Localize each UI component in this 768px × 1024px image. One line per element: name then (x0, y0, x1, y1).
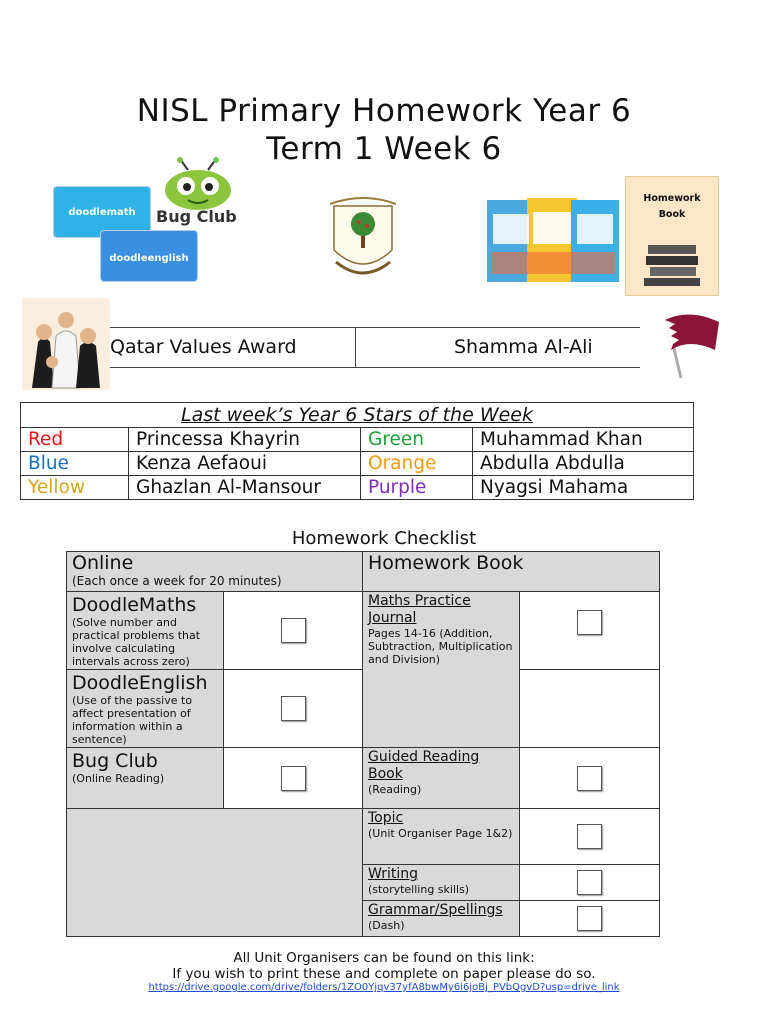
book-header-cell (363, 552, 660, 592)
star-name: Muhammad Khan (473, 428, 694, 452)
online-header: Online (72, 552, 134, 574)
online-header-cell (67, 552, 363, 592)
online-item-title: DoodleMaths (72, 594, 197, 616)
bug-club-checkbox[interactable] (281, 766, 306, 791)
online-item-desc: (Online Reading) (72, 772, 165, 785)
checkbox-cell (224, 670, 363, 748)
online-item-title: Bug Club (72, 750, 158, 772)
house-name: Purple (361, 476, 473, 500)
footer-note-print: If you wish to print these and complete on paper please do so. (172, 966, 596, 982)
title-line-1: NISL Primary Homework Year 6 (136, 93, 632, 129)
book-item-title: Grammar/Spellings (368, 902, 503, 918)
divider (355, 327, 356, 367)
book-item-title: Topic (368, 810, 404, 826)
book-item-title: Guided Reading Book (368, 749, 480, 782)
list-item (363, 748, 520, 809)
star-name: Princessa Khayrin (129, 428, 361, 452)
house-name: Blue (21, 452, 129, 476)
empty-grey-cell (67, 809, 363, 937)
qatar-flag-icon (645, 300, 731, 384)
list-item (67, 592, 224, 670)
checkbox-cell (520, 592, 660, 670)
list-item (363, 901, 520, 937)
checkbox-cell (520, 809, 660, 865)
house-name: Green (361, 428, 473, 452)
house-name: Orange (361, 452, 473, 476)
list-item (363, 592, 520, 748)
doodleenglish-logo: doodleenglish (101, 231, 197, 281)
divider (110, 327, 640, 328)
doodlemath-logo: doodlemath (54, 187, 150, 237)
book-item-title: Maths Practice Journal (368, 593, 471, 626)
grammar-spellings-checkbox[interactable] (577, 906, 602, 931)
family-illustration-icon (22, 298, 110, 390)
book-item-title: Writing (368, 866, 418, 882)
unit-organisers-link[interactable]: https://drive.google.com/drive/folders/1ZO0Yjqv37yfA8bwMy6i6joBj_PVbQgvD?usp=drive_link (148, 982, 620, 993)
checkbox-cell (520, 865, 660, 901)
checkbox-cell (224, 748, 363, 809)
qatar-values-winner: Shamma Al-Ali (454, 336, 593, 358)
stars-of-the-week-table (20, 402, 694, 500)
table-row (21, 476, 694, 500)
star-name: Ghazlan Al-Mansour (129, 476, 361, 500)
book-item-desc: Pages 14-16 (Addition, Subtraction, Multiplication and Division) (368, 627, 513, 666)
star-name: Abdulla Abdulla (473, 452, 694, 476)
checkbox-cell (520, 901, 660, 937)
homework-book-image: Homework Book (625, 176, 719, 296)
maths-journal-checkbox[interactable] (577, 610, 602, 635)
qatar-values-label: Qatar Values Award (110, 336, 297, 358)
checkbox-cell (520, 748, 660, 809)
table-row (21, 428, 694, 452)
online-subheader: (Each once a week for 20 minutes) (72, 574, 282, 588)
book-item-desc: (Unit Organiser Page 1&2) (368, 827, 513, 840)
footer-note: All Unit Organisers can be found on this link: (233, 950, 535, 966)
list-item (363, 865, 520, 901)
list-item (363, 809, 520, 865)
star-name: Nyagsi Mahama (473, 476, 694, 500)
checklist-title: Homework Checklist (291, 528, 477, 549)
book-item-desc: (Reading) (368, 783, 422, 796)
online-item-title: DoodleEnglish (72, 672, 208, 694)
divider (110, 367, 640, 368)
homework-checklist-table (66, 551, 660, 937)
bug-club-icon (158, 156, 240, 212)
house-name: Yellow (21, 476, 129, 500)
house-name: Red (21, 428, 129, 452)
table-row (21, 452, 694, 476)
book-item-desc: (storytelling skills) (368, 883, 470, 896)
book-item-desc: (Dash) (368, 919, 405, 932)
stars-heading: Last week’s Year 6 Stars of the Week (21, 403, 694, 428)
star-name: Kenza Aefaoui (129, 452, 361, 476)
list-item (67, 748, 224, 809)
writing-checkbox[interactable] (577, 870, 602, 895)
online-item-desc: (Solve number and practical problems that involve calculating intervals across zero) (72, 616, 201, 668)
school-crest-icon (330, 192, 396, 288)
topic-checkbox[interactable] (577, 824, 602, 849)
empty-cell (520, 670, 660, 748)
book-stack-icon (644, 237, 702, 287)
bug-club-logo-text: Bug Club (156, 207, 237, 226)
page-title (0, 92, 768, 168)
list-item (67, 670, 224, 748)
doodlemaths-checkbox[interactable] (281, 618, 306, 643)
checkbox-cell (224, 592, 363, 670)
book-header: Homework Book (368, 552, 524, 574)
title-line-2: Term 1 Week 6 (266, 131, 502, 167)
maths-practice-journal-image (487, 196, 619, 284)
guided-reading-checkbox[interactable] (577, 766, 602, 791)
doodleenglish-checkbox[interactable] (281, 696, 306, 721)
online-item-desc: (Use of the passive to affect presentation of information within a sentence) (72, 694, 193, 746)
